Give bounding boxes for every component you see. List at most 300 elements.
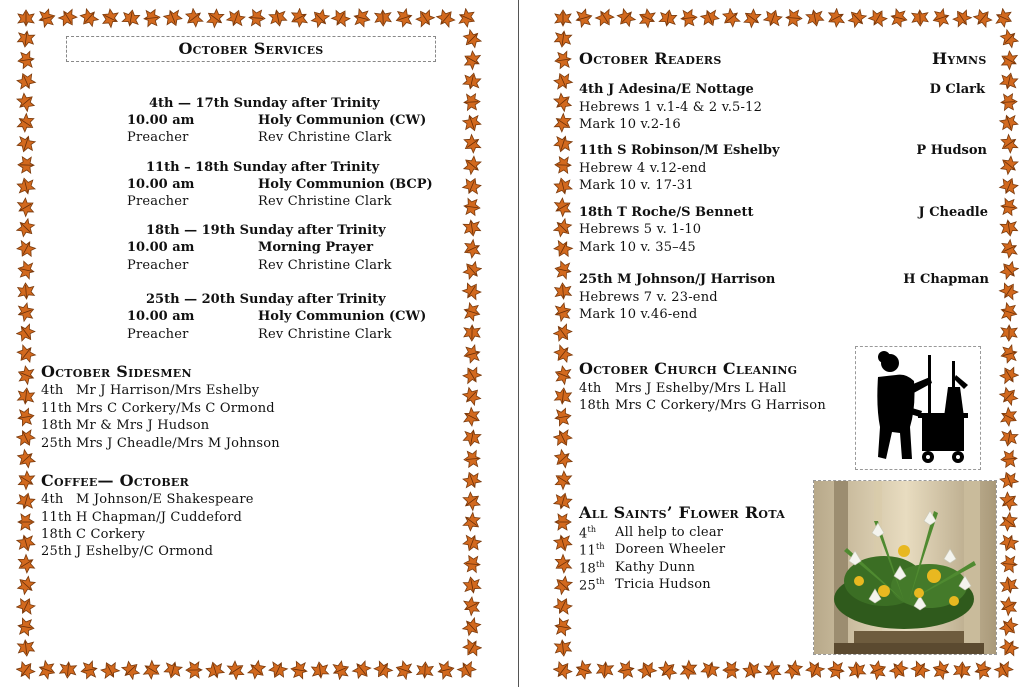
leaf-icon <box>463 450 480 467</box>
leaf-icon <box>461 616 482 639</box>
service-row <box>127 113 427 131</box>
leaf-icon <box>596 661 613 678</box>
service-heading: 11th – 18th Sunday after Trinity <box>146 160 380 175</box>
leaf-icon <box>461 238 482 259</box>
leaf-icon <box>998 490 1019 512</box>
leaf-icon <box>951 8 973 29</box>
leaf-icon <box>16 112 37 134</box>
leaf-icon <box>461 154 482 177</box>
list-item <box>41 527 441 545</box>
leaf-icon <box>554 30 572 48</box>
list-item <box>41 401 441 419</box>
leaf-icon <box>762 659 784 680</box>
leaf-icon <box>993 659 1015 680</box>
list-date: 18th <box>41 527 72 542</box>
leaf-icon <box>352 8 371 27</box>
leaf-icon <box>553 595 574 616</box>
october-services-title <box>66 36 436 62</box>
service-time: 10.00 am <box>127 240 195 255</box>
preacher-label: Preacher <box>127 130 189 145</box>
preacher-label: Preacher <box>127 258 189 273</box>
leaf-icon <box>553 469 574 491</box>
leaf-icon <box>351 659 374 680</box>
leaf-icon <box>375 10 392 27</box>
page-divider <box>518 0 519 687</box>
list-item <box>41 383 441 401</box>
leaf-icon <box>999 302 1019 322</box>
service-row <box>127 309 427 327</box>
list-item <box>579 398 839 416</box>
leaf-icon <box>461 259 482 282</box>
leaf-icon <box>657 659 680 680</box>
service-name: Morning Prayer <box>258 240 374 255</box>
list-date: 18th <box>579 398 610 413</box>
leaf-icon <box>999 344 1019 364</box>
leaf-icon <box>741 8 763 29</box>
leaf-icon <box>462 470 482 491</box>
leaf-icon <box>461 385 482 408</box>
leaf-icon <box>972 8 995 29</box>
leaf-icon <box>553 491 573 511</box>
list-names: H Chapman/J Cuddeford <box>76 510 243 525</box>
list-date: 18th <box>41 418 72 433</box>
leaf-icon <box>553 91 574 114</box>
leaf-icon <box>867 8 889 29</box>
hymn-person: P Hudson <box>916 143 987 158</box>
leaf-icon <box>246 659 269 680</box>
leaf-icon <box>17 261 36 280</box>
leaf-icon <box>636 8 657 29</box>
leaf-icon <box>553 238 574 260</box>
date-number: 25 <box>579 578 596 594</box>
leaf-icon <box>553 134 573 154</box>
leaf-icon <box>998 154 1019 177</box>
leaf-icon <box>16 469 37 491</box>
leaf-icon <box>998 238 1019 259</box>
leaf-icon <box>99 8 120 29</box>
leaf-icon <box>17 30 35 48</box>
list-item <box>41 544 441 562</box>
services-title-text: October Services <box>178 39 324 58</box>
leaf-icon <box>998 280 1019 302</box>
leaf-icon <box>269 9 288 28</box>
leaf-icon <box>973 660 992 679</box>
leaf-icon <box>37 660 58 680</box>
leaf-icon <box>463 576 482 595</box>
leaf-icon <box>248 9 265 26</box>
list-names: J Eshelby/C Ormond <box>76 544 214 559</box>
leaf-icon <box>555 514 571 530</box>
preacher-label: Preacher <box>127 194 189 209</box>
leaf-icon <box>461 364 482 386</box>
date-number: 18 <box>579 561 596 577</box>
leaf-icon <box>205 660 225 680</box>
leaf-icon <box>461 637 482 659</box>
leaf-icon <box>998 595 1019 617</box>
leaf-icon <box>17 387 35 405</box>
list-date: 4th <box>579 381 602 396</box>
flower-arrangement-photo <box>813 480 997 655</box>
leaf-icon <box>553 448 574 471</box>
hymn-person: J Cheadle <box>918 205 988 220</box>
preacher-name: Rev Christine Clark <box>258 194 392 209</box>
leaf-icon <box>553 427 574 448</box>
leaf-icon <box>16 553 37 575</box>
list-names: Doreen Wheeler <box>615 542 726 557</box>
preacher-row <box>127 327 427 345</box>
leaf-icon <box>120 659 143 680</box>
leaf-icon <box>37 8 57 28</box>
reader-header: 4th J Adesina/E Nottage <box>579 82 754 97</box>
list-date: 25th <box>41 544 72 559</box>
leaf-icon <box>998 385 1019 408</box>
leaf-icon <box>700 660 720 680</box>
leaf-icon <box>186 662 202 678</box>
date-number: 4 <box>579 526 588 542</box>
leaf-icon <box>998 406 1019 428</box>
leaf-icon <box>414 8 436 29</box>
leaf-icon <box>615 8 638 29</box>
list-item <box>41 436 441 454</box>
date-suffix: th <box>595 577 605 586</box>
readers-title: October Readers <box>579 49 722 68</box>
leaf-icon <box>464 94 481 111</box>
leaf-icon <box>225 659 247 680</box>
leaf-icon <box>594 8 616 29</box>
left-page <box>0 0 500 687</box>
service-heading: 25th — 20th Sunday after Trinity <box>146 292 386 307</box>
date-suffix: th <box>595 542 605 551</box>
coffee-title: Coffee— October <box>41 471 190 490</box>
reading-1: Hebrew 4 v.12-end <box>579 161 707 176</box>
leaf-icon <box>183 8 205 29</box>
service-heading: 4th — 17th Sunday after Trinity <box>149 96 380 111</box>
leaf-icon <box>372 659 394 680</box>
list-item <box>579 577 809 595</box>
list-date <box>579 542 605 558</box>
leaf-icon <box>1000 219 1018 237</box>
hymn-person: H Chapman <box>903 272 989 287</box>
leaf-icon <box>163 8 184 28</box>
leaf-icon <box>311 661 329 679</box>
leaf-icon <box>553 70 574 91</box>
leaf-icon <box>553 659 574 680</box>
service-heading: 18th — 19th Sunday after Trinity <box>146 223 386 238</box>
leaf-icon <box>331 660 352 680</box>
leaf-icon <box>99 659 121 680</box>
leaf-icon <box>617 661 636 680</box>
leaf-icon <box>553 322 574 344</box>
leaf-icon <box>461 490 482 512</box>
list-names: Mr & Mrs J Hudson <box>76 418 210 433</box>
leaf-icon <box>463 555 480 572</box>
service-row <box>127 240 427 258</box>
leaf-icon <box>931 8 951 28</box>
list-names: Mr J Harrison/Mrs Eshelby <box>76 383 260 398</box>
leaf-icon <box>553 533 573 553</box>
hymn-person: D Clark <box>929 82 985 97</box>
leaf-icon <box>998 133 1019 155</box>
list-names: C Corkery <box>76 527 145 542</box>
list-names: Mrs J Cheadle/Mrs M Johnson <box>76 436 280 451</box>
list-date: 11th <box>41 401 72 416</box>
leaf-icon <box>680 9 698 27</box>
leaf-icon <box>463 198 481 216</box>
leaf-icon <box>330 8 352 29</box>
list-date <box>579 525 596 541</box>
list-names: Kathy Dunn <box>615 560 696 575</box>
leaf-icon <box>226 8 247 28</box>
flower-rota-title: All Saints’ Flower Rota <box>579 503 786 522</box>
reading-1: Hebrews 7 v. 23-end <box>579 290 718 305</box>
leaf-icon <box>827 661 845 679</box>
leaf-icon <box>16 343 37 365</box>
date-number: 11 <box>579 543 596 559</box>
leaf-icon <box>993 8 1014 29</box>
leaf-icon <box>80 661 99 680</box>
leaf-icon <box>461 595 482 617</box>
leaf-icon <box>998 511 1019 533</box>
reading-2: Mark 10 v.2-16 <box>579 117 681 132</box>
leaf-icon <box>998 28 1019 51</box>
leaf-icon <box>554 261 573 280</box>
leaf-icon <box>141 659 163 680</box>
leaf-icon <box>999 470 1019 491</box>
leaf-icon <box>700 8 721 28</box>
preacher-row <box>127 194 427 212</box>
leaf-icon <box>18 157 35 174</box>
leaf-icon <box>763 8 784 28</box>
cleaning-lady-icon <box>856 347 980 469</box>
list-item <box>579 525 809 543</box>
leaf-icon <box>998 364 1019 386</box>
leaf-icon <box>461 406 482 428</box>
leaf-icon <box>462 176 482 197</box>
leaf-icon <box>1000 198 1018 216</box>
leaf-icon <box>394 660 414 680</box>
leaf-icon <box>16 238 37 260</box>
list-date <box>579 560 605 576</box>
flower-arrangement-icon <box>814 481 997 655</box>
leaf-icon <box>553 302 573 323</box>
leaf-icon <box>16 659 37 680</box>
preacher-row <box>127 258 427 276</box>
leaf-icon <box>659 9 678 28</box>
leaf-icon <box>78 8 101 29</box>
preacher-name: Rev Christine Clark <box>258 130 392 145</box>
leaf-icon <box>16 365 36 386</box>
leaf-icon <box>553 574 574 597</box>
leaf-icon <box>998 49 1019 71</box>
leaf-icon <box>16 574 37 597</box>
leaf-icon <box>999 71 1018 90</box>
leaf-icon <box>16 533 36 553</box>
leaf-icon <box>783 659 806 680</box>
preacher-row <box>127 130 427 148</box>
leaf-icon <box>464 325 480 341</box>
leaf-icon <box>57 8 79 29</box>
leaf-icon <box>999 113 1019 133</box>
list-date: 4th <box>41 383 64 398</box>
leaf-icon <box>999 176 1019 197</box>
leaf-icon <box>636 659 658 680</box>
leaf-icon <box>143 9 161 27</box>
leaf-icon <box>846 8 869 29</box>
leaf-icon <box>825 8 847 29</box>
reader-header: 25th M Johnson/J Harrison <box>579 272 776 287</box>
leaf-icon <box>456 8 477 29</box>
leaf-icon <box>553 553 574 575</box>
cleaning-title: October Church Cleaning <box>579 359 798 378</box>
leaf-icon <box>553 112 574 134</box>
leaf-icon <box>16 176 35 195</box>
leaf-icon <box>462 71 481 90</box>
leaf-icon <box>18 514 34 530</box>
service-row <box>127 177 433 195</box>
preacher-label: Preacher <box>127 327 189 342</box>
leaf-icon <box>554 387 572 405</box>
leaf-icon <box>436 660 455 679</box>
leaf-icon <box>553 176 572 195</box>
leaf-icon <box>463 219 481 237</box>
leaf-icon <box>16 217 37 240</box>
leaf-icon <box>17 282 34 299</box>
leaf-icon <box>462 302 482 322</box>
leaf-icon <box>553 365 573 386</box>
sidesmen-title: October Sidesmen <box>41 362 192 381</box>
leaf-icon <box>1000 555 1017 572</box>
leaf-icon <box>16 322 37 344</box>
list-item <box>579 381 839 399</box>
list-item <box>579 560 809 578</box>
cleaner-silhouette-image <box>855 346 981 470</box>
list-item <box>41 418 441 436</box>
leaf-icon <box>17 51 35 69</box>
reading-1: Hebrews 5 v. 1-10 <box>579 222 702 237</box>
leaf-icon <box>806 9 825 28</box>
leaf-icon <box>554 282 571 299</box>
leaf-icon <box>290 661 308 679</box>
leaf-icon <box>461 28 482 51</box>
leaf-icon <box>998 637 1019 659</box>
leaf-icon <box>1000 450 1017 467</box>
leaf-icon <box>574 660 595 680</box>
date-suffix: th <box>587 525 597 534</box>
leaf-icon <box>999 533 1019 554</box>
leaf-icon <box>394 8 414 28</box>
leaf-icon <box>931 660 951 680</box>
leaf-icon <box>868 660 889 680</box>
leaf-icon <box>288 8 310 29</box>
leaf-icon <box>16 70 37 91</box>
leaf-icon <box>785 9 802 26</box>
leaf-icon <box>912 10 929 27</box>
preacher-name: Rev Christine Clark <box>258 258 392 273</box>
list-item <box>41 510 441 528</box>
leaf-icon <box>122 9 141 28</box>
leaf-icon <box>16 427 37 448</box>
preacher-name: Rev Christine Clark <box>258 327 392 342</box>
list-names: Mrs J Eshelby/Mrs L Hall <box>615 381 787 396</box>
leaf-icon <box>553 196 574 218</box>
leaf-icon <box>553 343 574 365</box>
leaf-icon <box>463 429 482 448</box>
service-time: 10.00 am <box>127 113 195 128</box>
leaf-icon <box>889 8 908 27</box>
leaf-icon <box>1001 94 1018 111</box>
hymns-title: Hymns <box>932 49 987 68</box>
leaf-icon <box>461 511 482 533</box>
leaf-icon <box>909 659 931 680</box>
reading-2: Mark 10 v. 17-31 <box>579 178 694 193</box>
list-item <box>41 492 441 510</box>
leaf-icon <box>16 595 37 616</box>
leaf-icon <box>17 408 36 427</box>
list-names: Tricia Hudson <box>615 577 711 592</box>
reading-2: Mark 10 v. 35–45 <box>579 240 696 255</box>
leaf-icon <box>553 217 574 240</box>
leaf-icon <box>456 659 478 680</box>
leaf-icon <box>848 661 866 679</box>
list-date: 25th <box>41 436 72 451</box>
leaf-icon <box>998 616 1019 639</box>
leaf-icon <box>16 302 36 323</box>
reading-2: Mark 10 v.46-end <box>579 307 698 322</box>
leaf-icon <box>888 659 911 680</box>
leaf-icon <box>204 8 226 29</box>
service-time: 10.00 am <box>127 309 195 324</box>
leaf-icon <box>18 10 34 26</box>
list-date: 11th <box>41 510 72 525</box>
leaf-icon <box>1000 576 1019 595</box>
leaf-icon <box>554 639 572 657</box>
leaf-icon <box>309 8 332 29</box>
list-names: Mrs C Corkery/Mrs G Harrison <box>615 398 826 413</box>
leaf-icon <box>59 661 76 678</box>
reader-header: 11th S Robinson/M Eshelby <box>579 143 780 158</box>
leaf-icon <box>267 659 288 680</box>
list-names: All help to clear <box>615 525 724 540</box>
leaf-icon <box>555 10 571 26</box>
leaf-icon <box>554 618 573 637</box>
leaf-icon <box>723 662 739 678</box>
leaf-icon <box>16 448 37 471</box>
leaf-icon <box>417 662 434 679</box>
leaf-icon <box>16 196 37 218</box>
service-name: Holy Communion (CW) <box>258 309 427 324</box>
leaf-icon <box>16 134 36 154</box>
reading-1: Hebrews 1 v.1-4 & 2 v.5-12 <box>579 100 763 115</box>
service-name: Holy Communion (BCP) <box>258 177 433 192</box>
leaf-icon <box>461 49 482 71</box>
leaf-icon <box>554 408 573 427</box>
service-name: Holy Communion (CW) <box>258 113 427 128</box>
list-names: Mrs C Corkery/Ms C Ormond <box>76 401 275 416</box>
leaf-icon <box>435 8 458 29</box>
list-date <box>579 577 605 593</box>
reader-header: 18th T Roche/S Bennett <box>579 205 754 220</box>
leaf-icon <box>16 491 36 511</box>
list-names: M Johnson/E Shakespeare <box>76 492 254 507</box>
leaf-icon <box>17 639 35 657</box>
leaf-icon <box>461 133 482 155</box>
leaf-icon <box>954 662 971 679</box>
leaf-icon <box>1000 429 1019 448</box>
date-suffix: th <box>595 560 605 569</box>
leaf-icon <box>462 113 482 133</box>
leaf-icon <box>804 659 825 680</box>
leaf-icon <box>462 344 482 364</box>
